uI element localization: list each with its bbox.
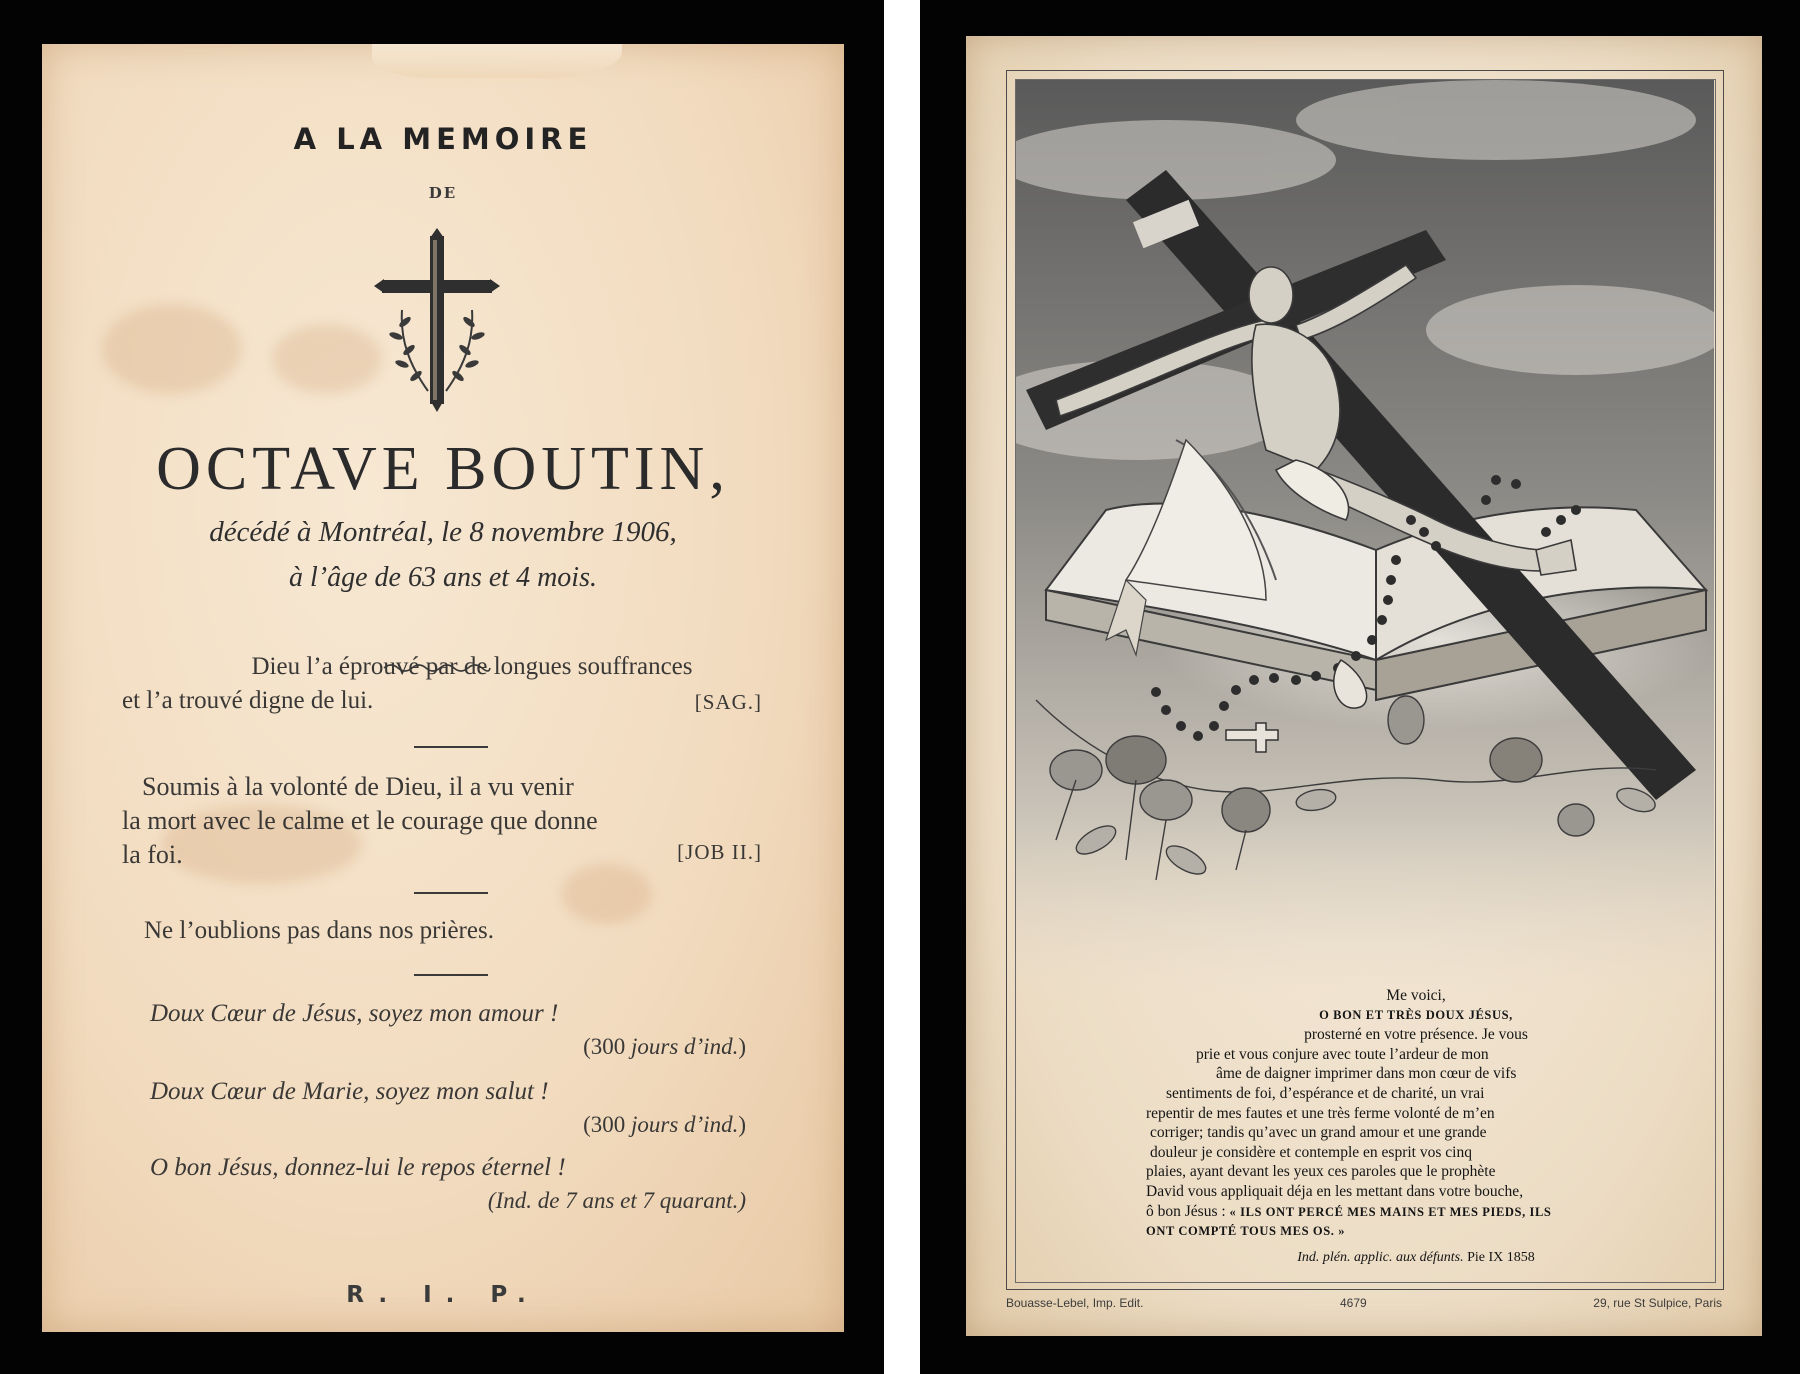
divider [414, 892, 488, 894]
paper-stain [272, 324, 382, 394]
verse-line: la mort avec le calme et le courage que donne [122, 806, 598, 835]
indulgence-footnote [1146, 1248, 1686, 1268]
indulgence-open: (300 [583, 1112, 631, 1137]
prayer-text-block [1146, 986, 1686, 1267]
footnote-pope: Pie IX 1858 [1467, 1249, 1535, 1265]
indulgence-note [583, 1112, 746, 1138]
divider [414, 974, 488, 976]
prayer-line: O BON ET TRÈS DOUX JÉSUS, [1319, 1007, 1513, 1022]
verse-reference: [JOB II.] [677, 840, 762, 864]
prayer-line: prosterné en votre présence. Je vous [1304, 1026, 1528, 1044]
prayer-line: repentir de mes fautes et une très ferme volonté de m’en [1146, 1104, 1495, 1122]
prayer-eternal-rest: O bon Jésus, donnez-lui le repos éternel ! [150, 1154, 566, 1181]
paper-tear [372, 44, 622, 78]
verse-reference: [SAG.] [694, 690, 762, 714]
indulgence-close: ) [738, 1034, 746, 1059]
prayer-line: douleur je considère et contemple en esprit vos cinq [1150, 1143, 1472, 1161]
publisher-name: Bouasse-Lebel, Imp. Edit. [1006, 1296, 1144, 1310]
publisher-address: 29, rue St Sulpice, Paris [1593, 1296, 1722, 1310]
age-line: à l’âge de 63 ans et 4 mois. [289, 562, 597, 593]
card-title: A LA MEMOIRE [293, 122, 593, 156]
verse-line: la foi. [122, 840, 183, 869]
memorial-card-front [42, 44, 844, 1332]
divider [414, 746, 488, 748]
prayer-heart-of-mary: Doux Cœur de Marie, soyez mon salut ! [150, 1078, 549, 1105]
footnote-italic: Ind. plén. applic. aux défunts. [1297, 1249, 1464, 1265]
prayer-line: corriger; tandis qu’avec un grand amour et une grande [1150, 1124, 1487, 1142]
verse-line: Soumis à la volonté de Dieu, il a vu venir [142, 772, 574, 801]
indulgence-open: (300 [583, 1034, 631, 1059]
cross-icon [372, 226, 502, 426]
indulgence-close: ) [738, 1112, 746, 1137]
paper-stain [102, 304, 242, 394]
prayer-prefix: ô bon Jésus : [1146, 1202, 1226, 1220]
death-line: décédé à Montréal, le 8 novembre 1906, [209, 516, 677, 548]
prayer-line: Me voici, [1386, 987, 1446, 1004]
indulgence-note: (Ind. de 7 ans et 7 quarant.) [487, 1188, 746, 1213]
indulgence-days: jours d’ind. [630, 1034, 739, 1059]
print-number: 4679 [1340, 1296, 1367, 1310]
deceased-name: OCTAVE BOUTIN, [156, 435, 730, 503]
remembrance-line: Ne l’oublions pas dans nos prières. [144, 917, 494, 944]
card-title-de: DE [428, 184, 458, 202]
indulgence-days: jours d’ind. [630, 1112, 739, 1137]
prayer-line [1146, 1202, 1686, 1223]
rip-text: R. I. P. [346, 1282, 540, 1308]
prayer-line: prie et vous conjure avec toute l’ardeur de mon [1196, 1045, 1489, 1063]
prayer-line: David vous appliquait déja en les mettant dans votre bouche, [1146, 1182, 1524, 1200]
prayer-line: âme de daigner imprimer dans mon cœur de vifs [1216, 1065, 1517, 1083]
prayer-line: plaies, ayant devant les yeux ces paroles que le prophète [1146, 1163, 1496, 1181]
psalm-quote: « ILS ONT PERCÉ MES MAINS ET MES PIEDS, ILS [1229, 1204, 1552, 1219]
verse-line: Dieu l’a éprouvé par de longues souffrances [251, 653, 693, 680]
prayer-line: sentiments de foi, d’espérance et de charité, un vrai [1166, 1084, 1485, 1102]
memorial-card-back [966, 36, 1762, 1336]
indulgence-note [583, 1034, 746, 1060]
verse-line: et l’a trouvé digne de lui. [122, 687, 374, 714]
psalm-quote: ONT COMPTÉ TOUS MES OS. » [1146, 1224, 1346, 1239]
prayer-sacred-heart: Doux Cœur de Jésus, soyez mon amour ! [150, 1000, 559, 1027]
